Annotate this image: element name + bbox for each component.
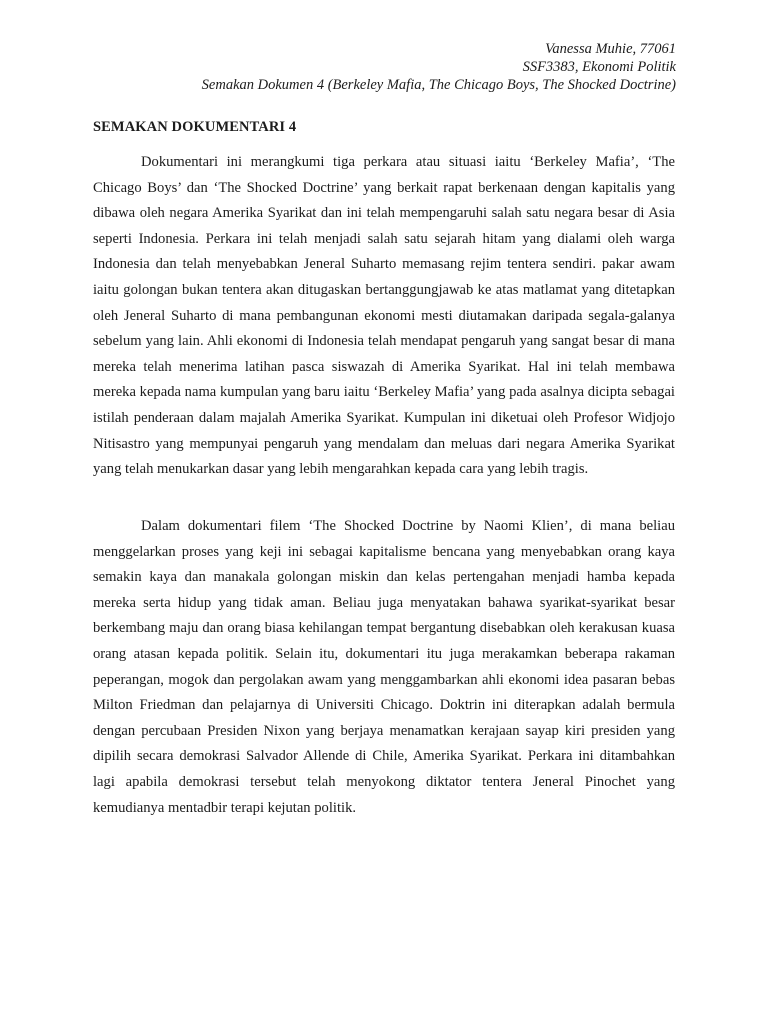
document-header — [76, 40, 676, 94]
paragraph-2: Dalam dokumentari filem ‘The Shocked Doctrine by Naomi Klien’, di mana beliau menggelarkan proses yang keji ini sebagai kapitalisme bencana yang menyebabkan orang kaya semakin kaya dan manakala golongan miskin dan kelas pertengahan menjadi hamba kepada mereka serta hidup yang tidak aman. Beliau juga menyatakan bahawa syarikat-syarikat besar berkembang maju dan orang biasa kehilangan tempat bergantung disebabkan oleh kerakusan kuasa orang atasan kepada politik. Selain itu, dokumentari itu juga merakamkan beberapa rakaman peperangan, mogok dan pergolakan awam yang menggambarkan ahli ekonomi idea pasaran bebas Milton Friedman dan pelajarnya di Universiti Chicago. Doktrin ini diterapkan adalah bermula dengan percubaan Presiden Nixon yang berjaya menamatkan kerajaan sayap kiri presiden yang dipilih secara demokrasi Salvador Allende di Chile, Amerika Syarikat. Perkara ini ditambahkan lagi apabila demokrasi tersebut telah menyokong diktator tentera Jeneral Pinochet yang kemudianya mentadbir terapi kejutan politik. — [93, 518, 675, 816]
document-title: SEMAKAN DOKUMENTARI 4 — [93, 119, 297, 135]
paragraph-1: Dokumentari ini merangkumi tiga perkara atau situasi iaitu ‘Berkeley Mafia’, ‘The Chicago Boys’ dan ‘The Shocked Doctrine’ yang berkait rapat berkenaan dengan kapitalis yang dibawa oleh negara Amerika Syarikat dan ini telah mempengaruhi salah satu negara besar di Asia seperti Indonesia. Perkara ini telah menjadi salah satu sejarah hitam yang dialami oleh warga Indonesia dan telah menyebabkan Jeneral Suharto memasang rejim tentera sendiri. pakar awam iaitu golongan bukan tentera akan ditugaskan bertanggungjawab ke atas matlamat yang ditetapkan oleh Jeneral Suharto di mana pembangunan ekonomi mesti diutamakan daripada segala-galanya sebelum yang lain. Ahli ekonomi di Indonesia telah mendapat pengaruh yang sangat besar di mana mereka telah menerima latihan pasca siswazah di Amerika Syarikat. Hal ini telah membawa mereka kepada nama kumpulan yang baru iaitu ‘Berkeley Mafia’ yang pada asalnya dicipta sebagai istilah penderaan dalam majalah Amerika Syarikat. Kumpulan ini diketuai oleh Profesor Widjojo Nitisastro yang mempunyai pengaruh yang mendalam dan meluas dari negara Amerika Syarikat yang telah menukarkan dasar yang lebih mengarahkan kepada cara yang lebih tragis. — [93, 154, 675, 478]
subject-line: Semakan Dokumen 4 (Berkeley Mafia, The Chicago Boys, The Shocked Doctrine) — [201, 77, 676, 93]
paragraph-1-block — [93, 150, 675, 483]
author-line: Vanessa Muhie, 77061 — [545, 41, 676, 57]
course-line: SSF3383, Ekonomi Politik — [522, 59, 676, 75]
paragraph-2-block — [93, 514, 675, 821]
